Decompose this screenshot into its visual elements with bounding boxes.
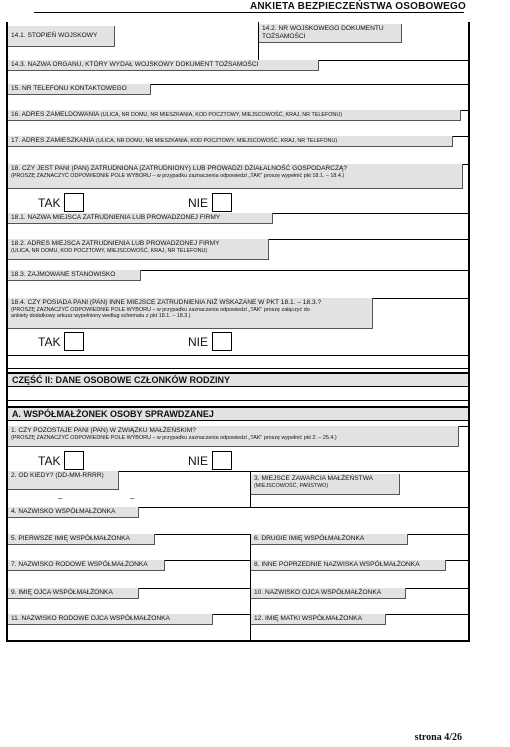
- yes-label: TAK: [38, 453, 61, 468]
- form-body: [6, 22, 470, 642]
- field-a4-label: 4. NAZWISKO WSPÓŁMAŁŻONKA: [8, 507, 139, 518]
- field-a1-yes-option[interactable]: [38, 451, 84, 470]
- field-18-2-title: 18.2. ADRES MIEJSCA ZATRUDNIENIA LUB PROWADZONEJ FIRMY: [11, 240, 220, 247]
- no-checkbox[interactable]: [212, 451, 232, 470]
- field-14-2-line2: TOŻSAMOŚCI: [262, 33, 306, 40]
- field-18-1-label: 18.1. NAZWA MIEJSCA ZATRUDNIENIA LUB PROWADZONEJ FIRMY: [8, 213, 273, 224]
- field-18-title: 18. CZY JEST PANI (PAN) ZATRUDNIONA (ZATRUDNIONY) LUB PROWADZI DZIAŁALNOŚĆ GOSPODARCZĄ?: [11, 165, 348, 172]
- field-14-2-line1: 14.2. NR WOJSKOWEGO DOKUMENTU: [262, 25, 384, 32]
- field-17-sub: (ULICA, NR DOMU, NR MIESZKANIA, KOD POCZTOWY, MIEJSCOWOŚĆ, KRAJ, NR TELEFONU): [96, 138, 338, 144]
- field-a8-label: 8. INNE POPRZEDNIE NAZWISKA WSPÓŁMAŁŻONKA: [251, 560, 446, 571]
- date-separator: –: [58, 494, 63, 503]
- field-16-label: [8, 110, 461, 121]
- field-14-3-label: 14.3. NAZWA ORGANU, KTÓRY WYDAŁ WOJSKOWY DOKUMENT TOŻSAMOŚCI: [8, 60, 319, 71]
- field-18-yes-option[interactable]: [38, 193, 84, 212]
- row-line: [8, 400, 468, 401]
- field-a1-title: 1. CZY POZOSTAJE PANI (PAN) W ZWIĄZKU MAŁŻEŃSKIM?: [11, 427, 196, 434]
- field-18-3-label: 18.3. ZAJMOWANE STANOWISKO: [8, 270, 141, 281]
- field-a2-label: 2. OD KIEDY? (DD-MM-RRRR): [8, 471, 119, 490]
- field-18-4-no-option[interactable]: [188, 332, 232, 351]
- field-18-label: [8, 164, 463, 189]
- row-line: [8, 355, 468, 356]
- yes-checkbox[interactable]: [64, 332, 84, 351]
- part-2-heading: CZĘŚĆ II: DANE OSOBOWE CZŁONKÓW RODZINY: [8, 372, 468, 387]
- field-a11-label: 11. NAZWISKO RODOWE OJCA WSPÓŁMAŁŻONKA: [8, 614, 213, 625]
- field-a3-title: 3. MIEJSCE ZAWARCIA MAŁŻEŃSTWA: [254, 475, 374, 482]
- field-17-label: [8, 136, 453, 147]
- field-14-1-label: 14.1. STOPIEŃ WOJSKOWY: [8, 26, 115, 47]
- form-title: ANKIETA BEZPIECZEŃSTWA OSOBOWEGO: [249, 1, 466, 12]
- field-a5-label: 5. PIERWSZE IMIĘ WSPÓŁMAŁŻONKA: [8, 534, 155, 545]
- field-a3-label: [251, 474, 400, 495]
- field-a9-label: 9. IMIĘ OJCA WSPÓŁMAŁŻONKA: [8, 588, 139, 599]
- row-line: [8, 368, 468, 369]
- field-a1-label: [8, 426, 459, 447]
- field-15-label: 15. NR TELEFONU KONTAKTOWEGO: [8, 84, 151, 95]
- field-a1-no-option[interactable]: [188, 451, 232, 470]
- no-label: NIE: [188, 195, 209, 210]
- field-16-sub: (ULICA, NR DOMU, NR MIESZKANIA, KOD POCZTOWY, MIEJSCOWOŚĆ, KRAJ, NR TELEFONU): [100, 112, 343, 118]
- field-14-2-label: [259, 24, 402, 43]
- field-a10-label: 10. NAZWISKO OJCA WSPÓŁMAŁŻONKA: [251, 588, 406, 599]
- no-checkbox[interactable]: [212, 332, 232, 351]
- field-18-4-yes-option[interactable]: [38, 332, 84, 351]
- form-bottom-line: [8, 640, 468, 642]
- date-separator: –: [130, 494, 135, 503]
- field-18-4-note2: ankiety dodatkowy arkusz wypełniony według schematu z pkt 18.1. – 18.3.): [11, 313, 191, 320]
- field-18-note: (PROSZĘ ZAZNACZYĆ ODPOWIEDNIE POLE WYBORU – w przypadku zaznaczenia odpowiedzi „TAK" proszę wypełnić pkt 18.1. – 18.4.): [11, 173, 345, 179]
- field-16-title: 16. ADRES ZAMELDOWANIA: [11, 111, 100, 118]
- field-a3-sub: (MIEJSCOWOŚĆ, PAŃSTWO): [254, 483, 329, 489]
- field-18-2-label: [8, 239, 269, 260]
- field-18-4-label: [8, 298, 373, 329]
- field-18-4-title: 18.4. CZY POSIADA PANI (PAN) INNE MIEJSCE ZATRUDNIENIA NIŻ WSKAZANE W PKT 18.1. – 18.3.?: [11, 299, 322, 306]
- yes-checkbox[interactable]: [64, 451, 84, 470]
- yes-checkbox[interactable]: [64, 193, 84, 212]
- page-number: strona 4/26: [414, 732, 462, 743]
- section-a-heading: A. WSPÓŁMAŁŻONEK OSOBY SPRAWDZANEJ: [8, 406, 468, 421]
- field-18-2-sub: (ULICA, NR DOMU, KOD POCZTOWY, MIEJSCOWOŚĆ, KRAJ, NR TELEFONU): [11, 248, 208, 254]
- field-18-4-note1: (PROSZĘ ZAZNACZYĆ ODPOWIEDNIE POLE WYBORU – w przypadku zaznaczenia odpowiedzi „TAK" proszę załączyć do: [11, 307, 310, 313]
- yes-label: TAK: [38, 334, 61, 349]
- field-a12-label: 12. IMIĘ MATKI WSPÓŁMAŁŻONKA: [251, 614, 386, 625]
- yes-label: TAK: [38, 195, 61, 210]
- no-label: NIE: [188, 453, 209, 468]
- field-17-title: 17. ADRES ZAMIESZKANIA: [11, 137, 95, 144]
- no-label: NIE: [188, 334, 209, 349]
- field-18-no-option[interactable]: [188, 193, 232, 212]
- header-rule: [34, 12, 464, 13]
- no-checkbox[interactable]: [212, 193, 232, 212]
- field-a6-label: 6. DRUGIE IMIĘ WSPÓŁMAŁŻONKA: [251, 534, 408, 545]
- field-a7-label: 7. NAZWISKO RODOWE WSPÓŁMAŁŻONKA: [8, 560, 165, 571]
- field-a1-note: (PROSZĘ ZAZNACZYĆ ODPOWIEDNIE POLE WYBORU – w przypadku zaznaczenia odpowiedzi „TAK" proszę wypełnić pkt 2. – 25.4.): [11, 435, 337, 441]
